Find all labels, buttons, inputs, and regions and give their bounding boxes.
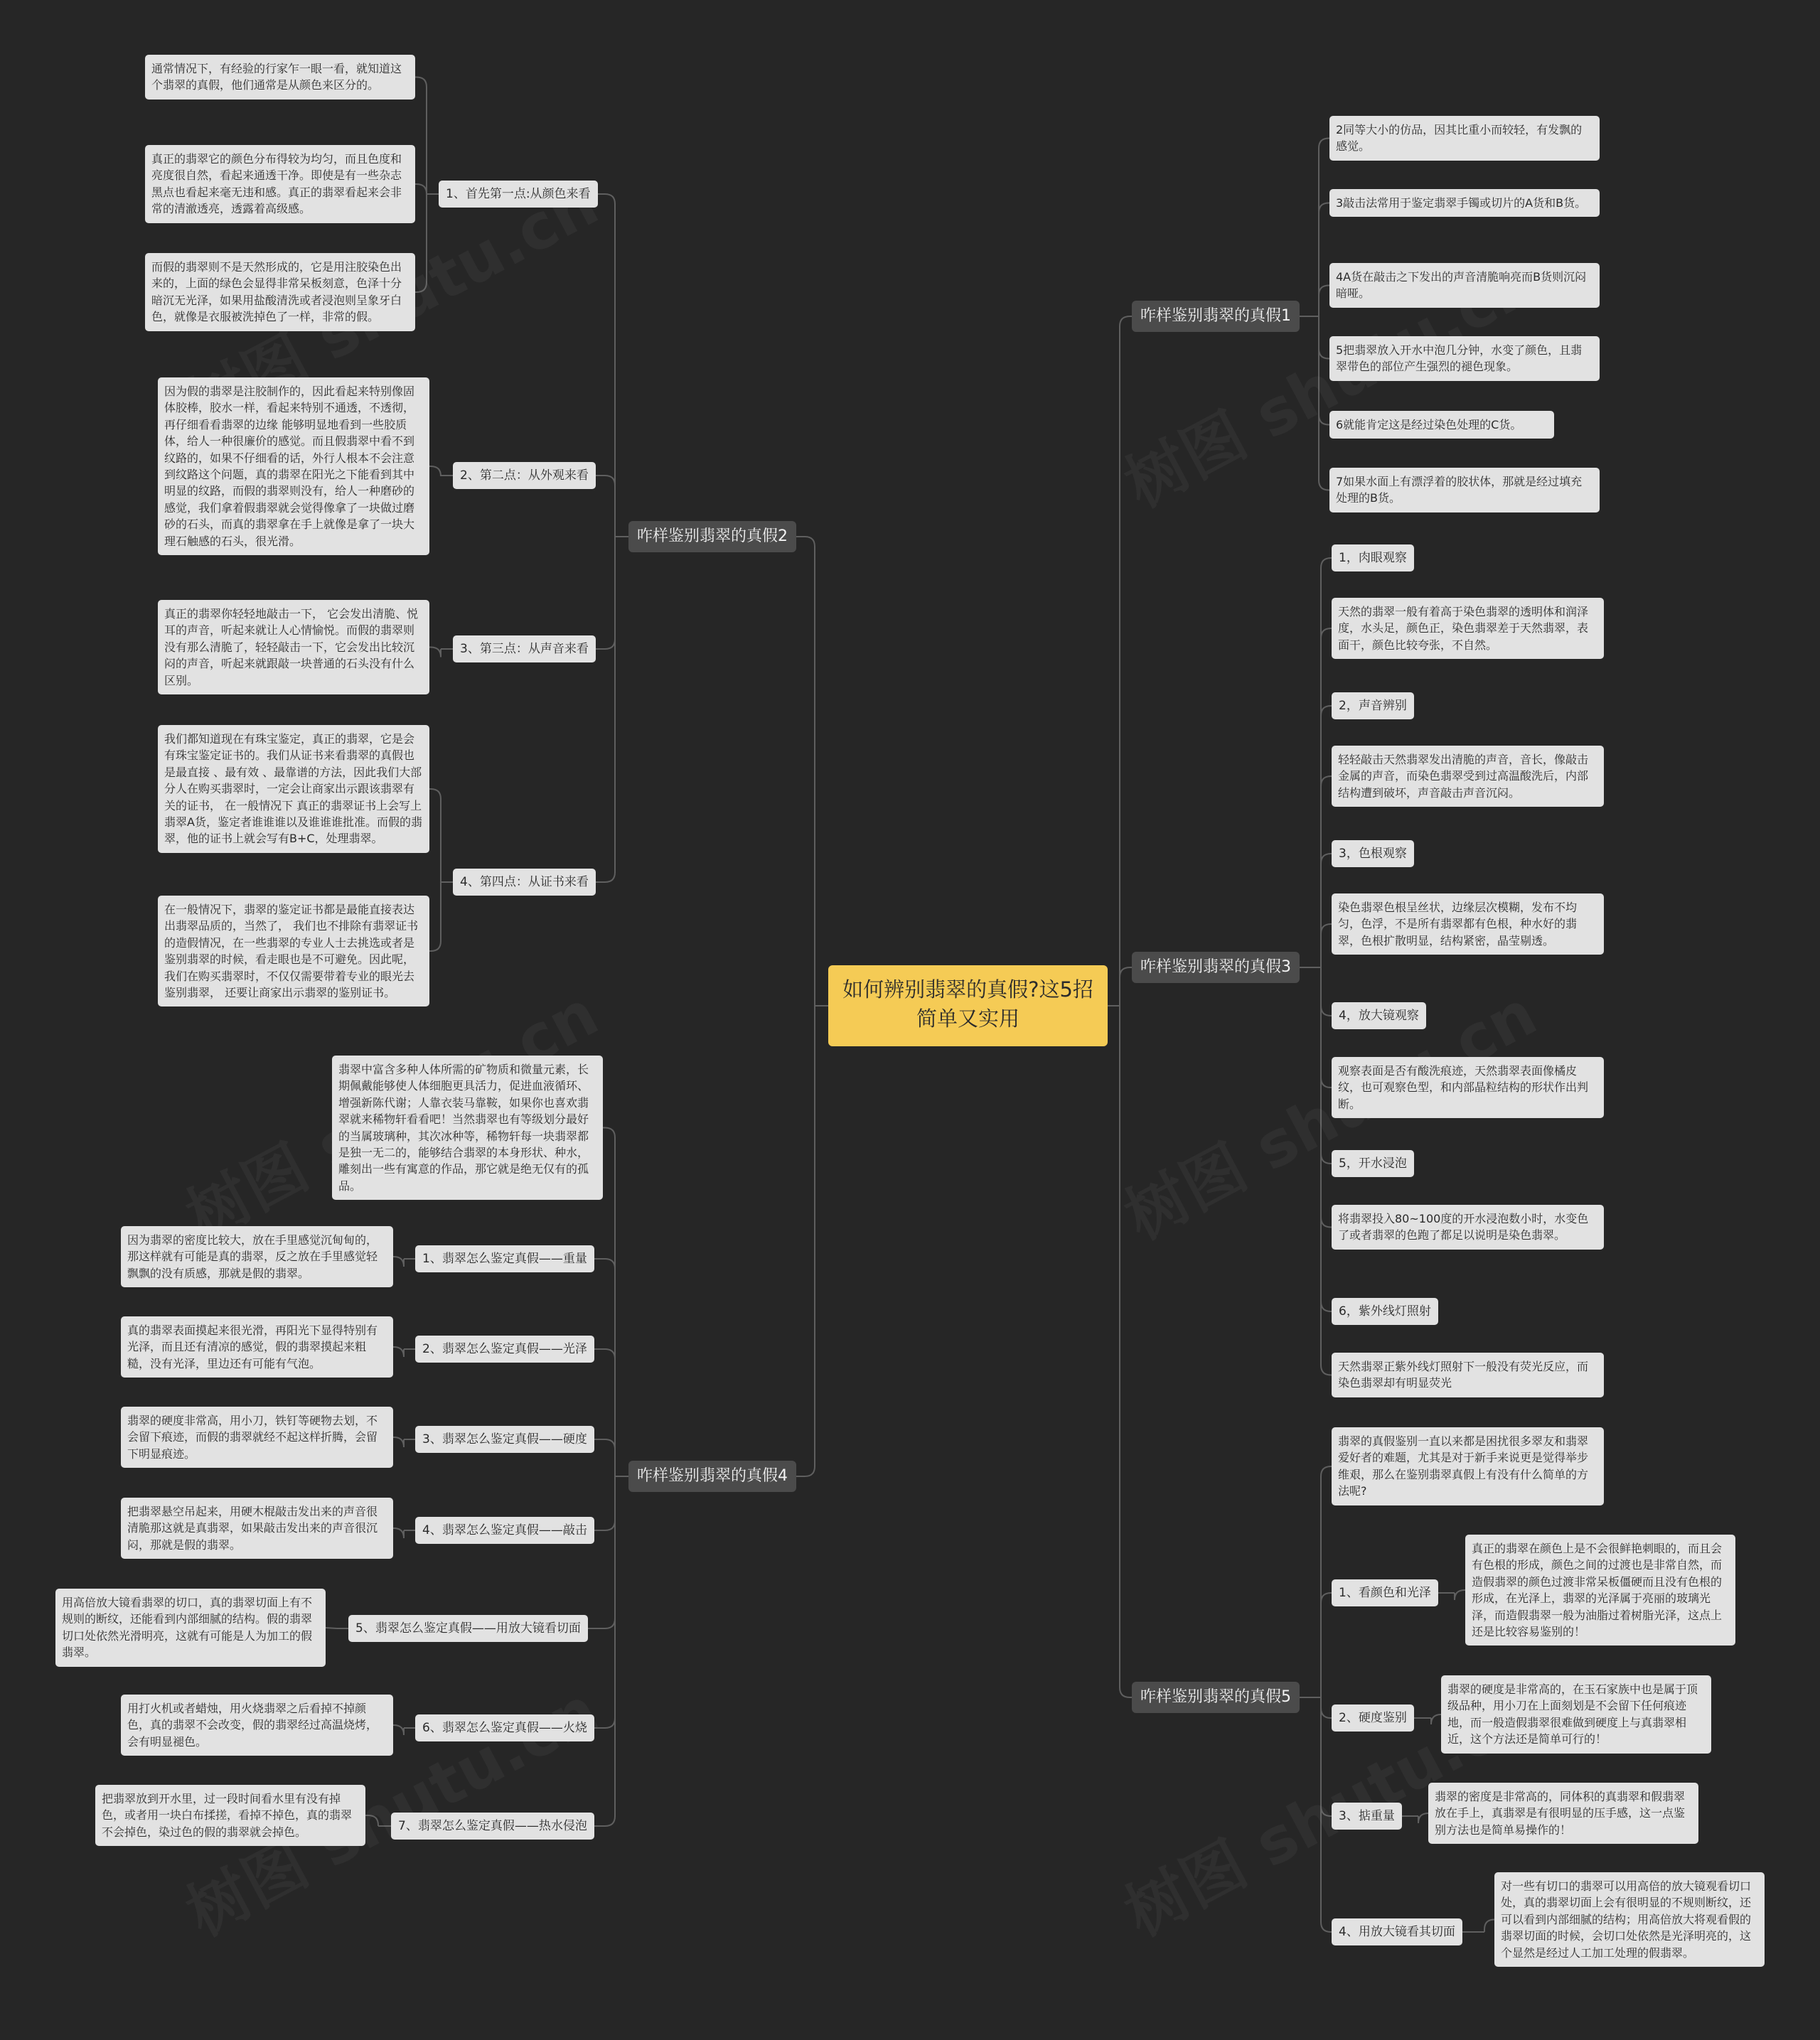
connector-line: [594, 1476, 615, 1530]
connector-line: [594, 1439, 615, 1476]
branch-5-detail[interactable]: 翡翠的硬度是非常高的，在玉石家族中也是属于顶级品种，用小刀在上面刻划是不会留下任何痕迹地，而一般造假翡翠很难做到硬度上与真翡翠相近，这个方法还是简单可行的！: [1441, 1675, 1711, 1754]
branch-4-detail[interactable]: 真的翡翠表面摸起来很光滑，再阳光下显得特别有光泽，而且还有清凉的感觉，假的翡翠摸起来粗糙，没有光泽，里边还有可能有气泡。: [121, 1316, 393, 1378]
connector-line: [1321, 854, 1332, 967]
connector-line: [1120, 967, 1132, 1006]
branch-3-item[interactable]: 1，肉眼观察: [1332, 544, 1414, 571]
branch-2-subtopic[interactable]: 2、第二点：从外观来看: [453, 462, 596, 489]
connector-line: [393, 1347, 404, 1357]
branch-4-detail[interactable]: 把翡翠悬空吊起来，用硬木棍敲击发出来的声音很清脆那这就是真翡翠，如果敲击发出来的声音很沉闷，那就是假的翡翠。: [121, 1498, 393, 1559]
branch-2-subtopic[interactable]: 3、第三点：从声音来看: [453, 635, 596, 662]
branch-4-subtopic[interactable]: 5、翡翠怎么鉴定真假——用放大镜看切面: [348, 1615, 588, 1642]
connector-line: [603, 1128, 615, 1477]
branch-3-item[interactable]: 4，放大镜观察: [1332, 1002, 1426, 1029]
branch-2[interactable]: 咋样鉴别翡翠的真假2: [628, 521, 796, 552]
branch-2-detail[interactable]: 而假的翡翠则不是天然形成的，它是用注胶染色出来的，上面的绿色会显得非常呆板刻意，色泽十分暗沉无光泽，如果用盐酸清洗或者浸泡则呈象牙白色，就像是衣服被洗掉色了一样，非常的假。: [145, 253, 415, 331]
branch-1-item[interactable]: 6就能肯定这是经过染色处理的C货。: [1329, 411, 1554, 439]
branch-4[interactable]: 咋样鉴别翡翠的真假4: [628, 1461, 796, 1492]
branch-5-subtopic[interactable]: 4、用放大镜看其切面: [1332, 1918, 1462, 1945]
branch-5-detail[interactable]: 对一些有切口的翡翠可以用高倍的放大镜观看切口处，真的翡翠切面上会有很明显的不规则断纹，还可以看到内部细腻的结构；用高倍放大将观看假的翡翠切面的时候，会切口处依然是光泽明亮的，这个显然是经过人工加工处理的假翡翠。: [1494, 1872, 1765, 1967]
connector-line: [594, 1259, 615, 1476]
connector-line: [796, 1006, 815, 1476]
connector-line: [596, 476, 615, 537]
connector-line: [596, 537, 615, 882]
connector-line: [1321, 1466, 1332, 1697]
branch-5-detail[interactable]: 翡翠的密度是非常高的，同体积的真翡翠和假翡翠放在手上，真翡翠是有很明显的压手感，这一点鉴别方法也是简单易操作的！: [1428, 1783, 1698, 1844]
branch-2-detail[interactable]: 真正的翡翠你轻轻地敲击一下， 它会发出清脆、悦耳的声音，听起来就让人心情愉悦。而假的翡翠则没有那么清脆了，轻轻敲击一下，它会发出比较沉闷的声音，听起来就跟敲一块普通的石头没有什么区别。: [158, 600, 429, 694]
connector-line: [1120, 316, 1132, 1006]
branch-1-item[interactable]: 3敲击法常用于鉴定翡翠手镯或切片的A货和B货。: [1329, 189, 1600, 217]
connector-line: [429, 466, 441, 476]
connector-line: [1319, 286, 1329, 317]
connector-line: [1455, 1590, 1465, 1600]
connector-line: [1319, 203, 1329, 317]
connector-line: [1321, 628, 1332, 967]
branch-2-detail[interactable]: 我们都知道现在有珠宝鉴定，真正的翡翠，它是会有珠宝鉴定证书的。我们从证书来看翡翠的真假也是最直接 、最有效 、最靠谱的方法，因此我们大部分人在购买翡翠时，一定会让商家出示跟该翡翠有关的证书， 在一般情况下 真正的翡翠证书上会写上翡翠A货，鉴定者谁谁谁以及谁谁谁批准。而假的翡翠，他的证书上就会写有B+C，处理翡翠。: [158, 725, 429, 853]
branch-3-item[interactable]: 3，色根观察: [1332, 840, 1414, 867]
connector-line: [1418, 1813, 1428, 1823]
branch-3-item[interactable]: 观察表面是否有酸洗痕迹，天然翡翠表面像橘皮纹，也可观察色型，和内部晶粒结构的形状作出判断。: [1332, 1057, 1604, 1118]
branch-5[interactable]: 咋样鉴别翡翠的真假5: [1132, 1682, 1300, 1713]
branch-4-subtopic[interactable]: 1、翡翠怎么鉴定真假——重量: [415, 1245, 594, 1272]
connector-line: [596, 537, 615, 649]
connector-line: [429, 648, 441, 657]
branch-4-subtopic[interactable]: 7、翡翠怎么鉴定真假——热水侵泡: [391, 1813, 594, 1840]
central-topic[interactable]: 如何辨别翡翠的真假?这5招简单又实用: [828, 965, 1108, 1046]
branch-3-item[interactable]: 轻轻敲击天然翡翠发出清脆的声音，音长，像敲击金属的声音，而染色翡翠受到过高温酸洗后，内部结构遭到破坏，声音敲击声音沉闷。: [1332, 746, 1604, 807]
branch-2-subtopic[interactable]: 1、首先第一点:从颜色来看: [439, 181, 598, 208]
branch-2-detail[interactable]: 在一般情况下，翡翠的鉴定证书都是最能直接表达出翡翠品质的，当然了， 我们也不排除有翡翠证书的造假情况，在一些翡翠的专业人士去挑选或者是鉴别翡翠的时候，看走眼也是不可避免。因此呢， 我们在购买翡翠时，不仅仅需要带着专业的眼光去鉴别翡翠， 还要让商家出示翡翠的鉴别证书。: [158, 896, 429, 1006]
connector-line: [1321, 967, 1332, 1375]
connector-line: [429, 882, 441, 951]
connector-line: [588, 1476, 615, 1628]
connector-line: [796, 537, 815, 1006]
branch-2-detail[interactable]: 因为假的翡翠是注胶制作的，因此看起来特别像固体胶棒，胶水一样，看起来特别不通透，不透彻，再仔细看看翡翠的边缘 能够明显地看到一些胶质体，给人一种很廉价的感觉。而且假翡翠中看不到纹路的，如果不仔细看的话，外行人根本不会注意到纹路这个问题，真的翡翠在阳光之下能看到其中明显的纹路，而假的翡翠则没有，给人一种磨砂的感觉，我们拿着假翡翠就会觉得像拿了一块做过磨砂的石头，而真的翡翠拿在手上就像是拿了一块大理石触感的石头，很光滑。: [158, 377, 429, 555]
branch-4-subtopic[interactable]: 3、翡翠怎么鉴定真假——硬度: [415, 1426, 594, 1453]
branch-2-subtopic[interactable]: 4、第四点：从证书来看: [453, 869, 596, 896]
branch-3-item[interactable]: 天然的翡翠一般有着高于染色翡翠的透明体和润泽度，水头足，颜色正，染色翡翠差于天然翡翠，表面干，颜色比较夸张，不自然。: [1332, 598, 1604, 659]
branch-5-subtopic[interactable]: 3、掂重量: [1332, 1803, 1402, 1830]
connector-line: [1321, 924, 1332, 967]
branch-1-item[interactable]: 7如果水面上有漂浮着的胶状体，那就是经过填充处理的B货。: [1329, 468, 1600, 512]
branch-3-item[interactable]: 6，紫外线灯照射: [1332, 1298, 1438, 1325]
branch-2-detail[interactable]: 真正的翡翠它的颜色分布得较为均匀，而且色度和亮度很自然，看起来通透干净。即使是有一些杂志黑点也看起来毫无违和感。真正的翡翠看起来会非常的清澈透亮，透露着高级感。: [145, 145, 415, 223]
branch-5-subtopic[interactable]: 1、看颜色和光泽: [1332, 1579, 1438, 1606]
branch-4-subtopic[interactable]: 6、翡翠怎么鉴定真假——火烧: [415, 1714, 594, 1741]
connector-line: [594, 1476, 615, 1728]
connector-line: [393, 1437, 404, 1447]
connector-line: [1321, 558, 1332, 967]
branch-5-subtopic[interactable]: 2、硬度鉴别: [1332, 1705, 1414, 1732]
branch-1[interactable]: 咋样鉴别翡翠的真假1: [1132, 301, 1300, 332]
branch-5-detail[interactable]: 真正的翡翠在颜色上是不会很鲜艳刺眼的，而且会有色根的形成，颜色之间的过渡也是非常自然，而造假翡翠的颜色过渡非常呆板僵硬而且没有色根的形成，在光泽上，翡翠的光泽属于亮丽的玻璃光泽，而造假翡翠一般为油脂过着树脂光泽，这点上还是比较容易鉴别的！: [1465, 1535, 1735, 1646]
connector-line: [1321, 776, 1332, 967]
branch-5-intro[interactable]: 翡翠的真假鉴别一直以来都是困扰很多翠友和翡翠爱好者的难题，尤其是对于新手来说更是觉得举步维艰，那么在鉴别翡翠真假上有没有什么简单的方法呢?: [1332, 1427, 1604, 1505]
branch-2-detail[interactable]: 通常情况下，有经验的行家乍一眼一看，就知道这个翡翠的真假，他们通常是从颜色来区分的。: [145, 55, 415, 100]
branch-4-subtopic[interactable]: 2、翡翠怎么鉴定真假——光泽: [415, 1336, 594, 1363]
connector-line: [393, 1725, 404, 1735]
connector-line: [393, 1257, 404, 1267]
branch-4-detail[interactable]: 翡翠的硬度非常高，用小刀，铁钉等硬物去划，不会留下痕迹，而假的翡翠就经不起这样折腾，会留下明显痕迹。: [121, 1407, 393, 1468]
branch-3-item[interactable]: 天然翡翠正紫外线灯照射下一般没有荧光反应，而染色翡翠却有明显荧光: [1332, 1353, 1604, 1397]
connector-line: [1484, 1920, 1494, 1933]
branch-1-item[interactable]: 5把翡翠放入开水中泡几分钟，水变了颜色，且翡翠带色的部位产生强烈的褪色现象。: [1329, 336, 1600, 381]
connector-line: [415, 77, 427, 195]
connector-line: [415, 184, 427, 194]
connector-line: [429, 789, 441, 882]
connector-line: [1321, 1593, 1332, 1697]
branch-4-subtopic[interactable]: 4、翡翠怎么鉴定真假——敲击: [415, 1517, 594, 1544]
branch-3[interactable]: 咋样鉴别翡翠的真假3: [1132, 952, 1300, 983]
connector-line: [1321, 967, 1332, 1016]
connector-line: [1120, 1006, 1132, 1697]
connector-line: [598, 194, 615, 537]
branch-4-detail[interactable]: 把翡翠放到开水里，过一段时间看水里有没有掉色，或者用一块白布揉搓，看掉不掉色，真的翡翠不会掉色，染过色的假的翡翠就会掉色。: [95, 1785, 365, 1846]
branch-1-item[interactable]: 4A货在敲击之下发出的声音清脆响亮而B货则沉闷暗哑。: [1329, 263, 1600, 308]
connector-line: [1321, 1697, 1332, 1718]
branch-3-item[interactable]: 5，开水浸泡: [1332, 1150, 1414, 1177]
branch-3-item[interactable]: 2，声音辨别: [1332, 692, 1414, 719]
connector-line: [393, 1528, 404, 1538]
connector-line: [594, 1349, 615, 1476]
branch-4-detail[interactable]: 因为翡翠的密度比较大，放在手里感觉沉甸甸的，那这样就有可能是真的翡翠，反之放在手里感觉轻飘飘的没有质感，那就是假的翡翠。: [121, 1226, 393, 1287]
branch-3-item[interactable]: 染色翡翠色根呈丝状，边缘层次模糊，发布不均匀，色浮，不是所有翡翠都有色根，种水好的翡翠，色根扩散明显，结构紧密，晶莹剔透。: [1332, 893, 1604, 955]
branch-1-item[interactable]: 2同等大小的仿品，因其比重小而较轻，有发飘的感觉。: [1329, 116, 1600, 161]
branch-4-detail[interactable]: 用高倍放大镜看翡翠的切口，真的翡翠切面上有不规则的断纹，还能看到内部细腻的结构。假的翡翠切口处依然光滑明亮，这就有可能是人为加工的假翡翠。: [55, 1589, 326, 1667]
branch-4-intro[interactable]: 翡翠中富含多种人体所需的矿物质和微量元素，长期佩戴能够使人体细胞更具活力，促进血液循环、增强新陈代谢；人靠衣装马靠鞍，如果你也喜欢翡翠就来稀物轩看看吧！当然翡翠也有等级划分最好的当属玻璃种，其次冰种等，稀物轩每一块翡翠都是独一无二的，能够结合翡翠的本身形状、种水，雕刻出一些有寓意的作品，那它就是绝无仅有的孤品。: [332, 1056, 603, 1200]
branch-4-detail[interactable]: 用打火机或者蜡烛，用火烧翡翠之后看掉不掉颜色，真的翡翠不会改变，假的翡翠经过高温烧烤，会有明显褪色。: [121, 1695, 393, 1756]
branch-3-item[interactable]: 将翡翠投入80~100度的开水浸泡数小时，水变色了或者翡翠的色跑了都足以说明是染色翡翠。: [1332, 1205, 1604, 1250]
